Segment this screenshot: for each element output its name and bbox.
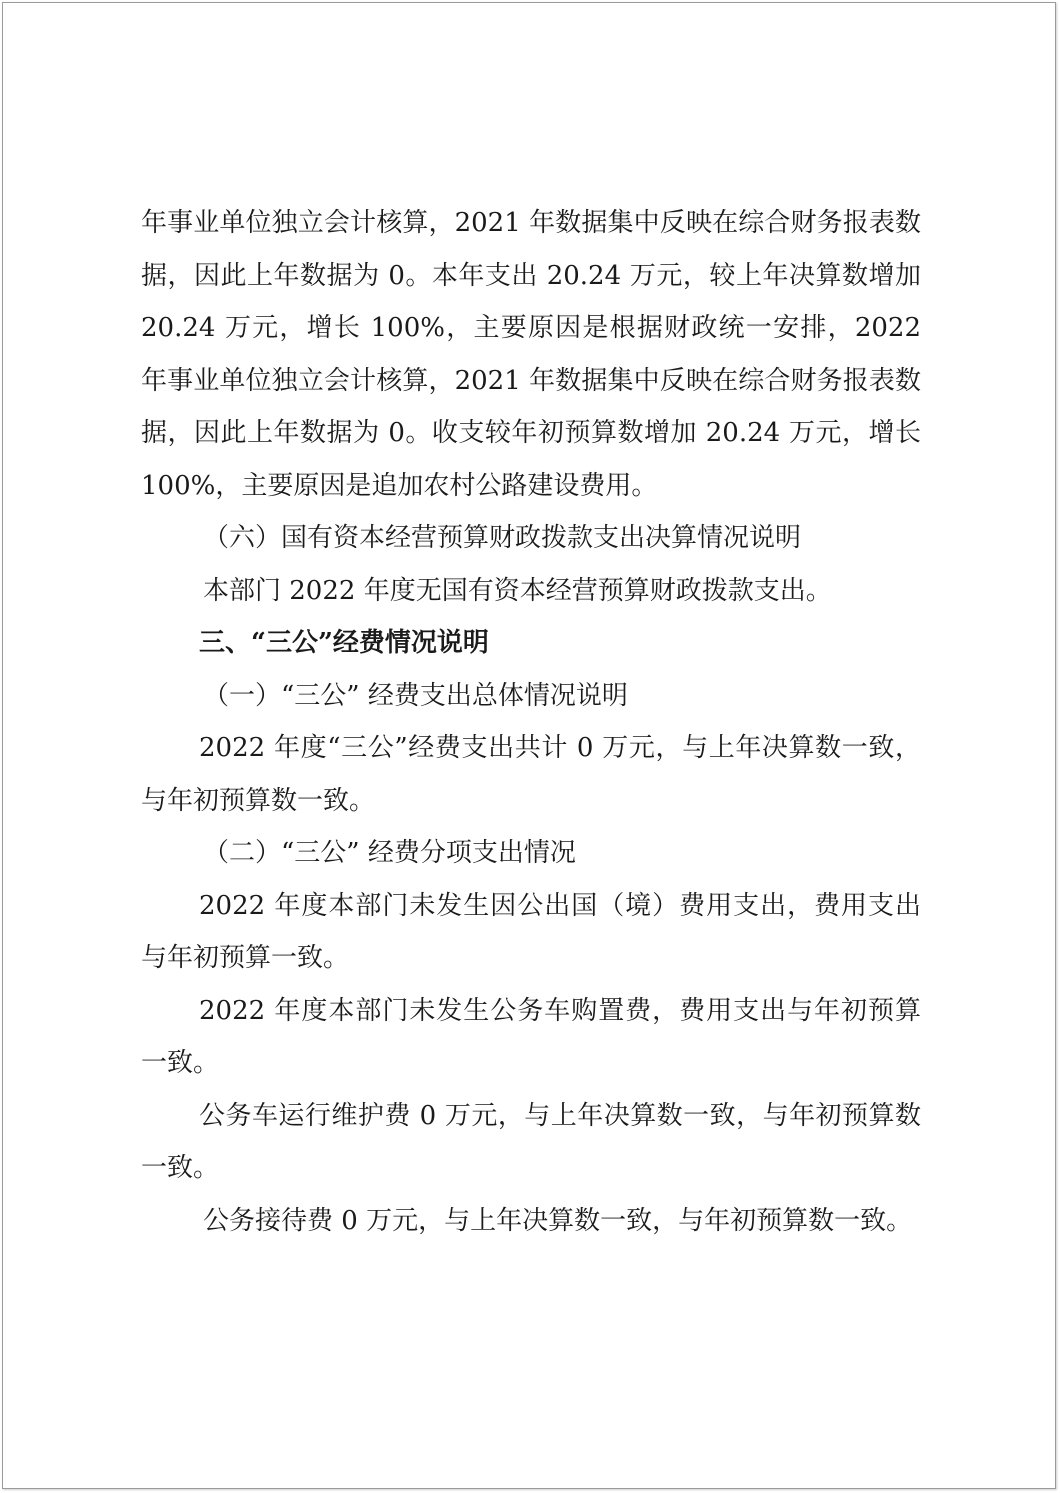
paragraph-official-reception: 公务接待费 0 万元，与上年决算数一致，与年初预算数一致。 bbox=[203, 1205, 913, 1236]
paragraph-state-capital-budget: 本部门 2022 年度无国有资本经营预算财政拨款支出。 bbox=[203, 575, 832, 606]
heading-state-capital-budget: （六）国有资本经营预算财政拨款支出决算情况说明 bbox=[203, 523, 802, 553]
document-body bbox=[141, 197, 921, 1247]
heading-itemized-expenses: （二）“三公” 经费分项支出情况 bbox=[203, 838, 576, 868]
heading-overall-expenses: （一）“三公” 经费支出总体情况说明 bbox=[203, 680, 628, 711]
paragraph-continued-expenditure: 年事业单位独立会计核算，2021 年数据集中反映在综合财务报表数据，因此上年数据为 0。本年支出 20.24 万元，较上年决算数增加 20.24 万元，增长 100%，主要原因是根据财政统一安排，2022 年事业单位独立会计核算，2021 年数据集中反映在综合财务报表数据，因此上年数据为 0。收支较年初预算数增加 20.24 万元，增长 100%，主要原因是追加农村公路建设费用。 bbox=[141, 208, 921, 501]
paragraph-vehicle-purchase: 2022 年度本部门未发生公务车购置费，费用支出与年初预算一致。 bbox=[141, 995, 921, 1078]
paragraph-overseas-travel: 2022 年度本部门未发生因公出国（境）费用支出，费用支出与年初预算一致。 bbox=[141, 890, 921, 973]
heading-three-public-expenses: 三、“三公”经费情况说明 bbox=[199, 628, 489, 658]
paragraph-vehicle-maintenance: 公务车运行维护费 0 万元，与上年决算数一致，与年初预算数一致。 bbox=[141, 1100, 921, 1183]
paragraph-overall-expenses: 2022 年度“三公”经费支出共计 0 万元，与上年决算数一致，与年初预算数一致。 bbox=[141, 733, 921, 816]
